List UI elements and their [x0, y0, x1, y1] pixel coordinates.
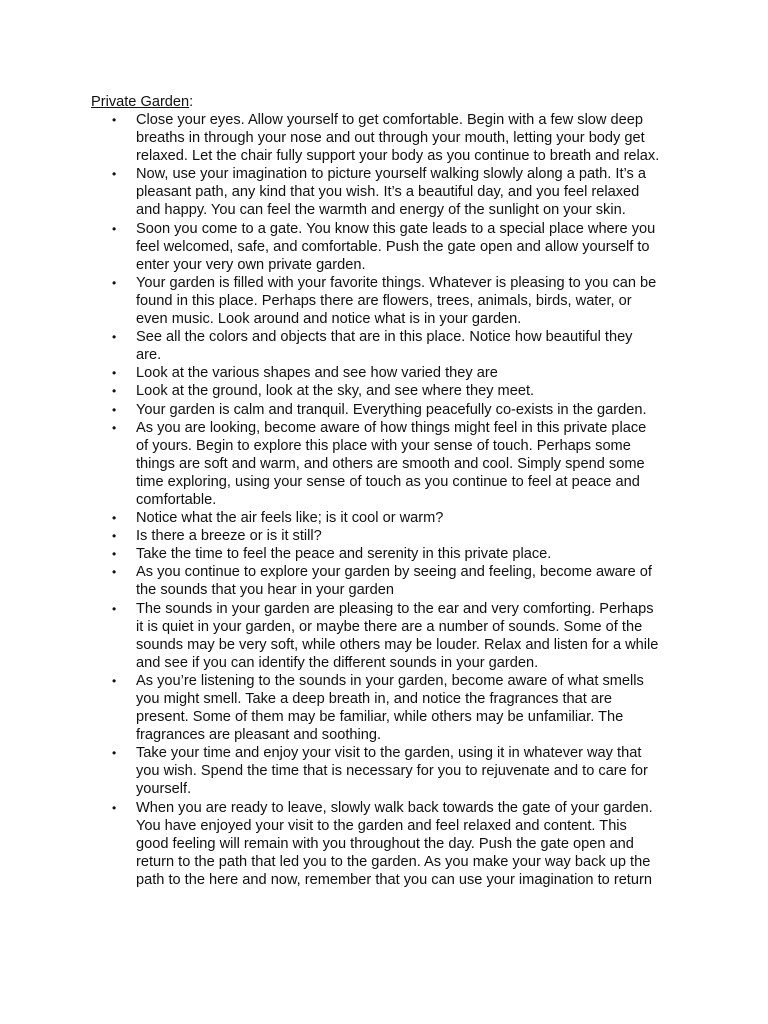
list-item	[0, 364, 768, 382]
list-item	[0, 799, 768, 889]
text-line: Close your eyes. Allow yourself to get comfortable. Begin with a few slow deep	[136, 112, 643, 128]
bullet-icon: •	[112, 673, 117, 688]
text-line: feel welcomed, safe, and comfortable. Push the gate open and allow yourself to	[136, 238, 650, 255]
text-line: yourself.	[136, 781, 192, 798]
bullet-icon: •	[112, 511, 117, 526]
text-line: things are soft and warm, and others are smooth and cool. Simply spend some	[136, 455, 645, 472]
list-item	[0, 419, 768, 509]
bullet-icon: •	[112, 113, 117, 127]
bullet-icon: •	[112, 330, 117, 345]
text-line: breaths in through your nose and out through your mouth, letting your body get	[136, 130, 645, 147]
text-line: As you’re listening to the sounds in your garden, become aware of what smells	[136, 672, 644, 689]
text-line: Take the time to feel the peace and serenity in this private place.	[136, 546, 552, 563]
list-item	[0, 744, 768, 798]
document-heading	[91, 93, 193, 111]
text-line: time exploring, using your sense of touch as you continue to feel at peace and	[136, 473, 640, 490]
text-line: and see if you can identify the different sounds in your garden.	[136, 654, 539, 671]
text-line: As you continue to explore your garden by seeing and feeling, become aware of	[136, 564, 652, 581]
list-item-text	[136, 563, 676, 599]
bullet-list	[0, 111, 768, 889]
list-item-text	[136, 527, 676, 545]
list-item-text	[136, 165, 676, 219]
text-line: Look at the various shapes and see how varied they are	[136, 365, 498, 382]
bullet-icon: •	[112, 167, 117, 182]
bullet-icon: •	[112, 221, 117, 236]
list-item-text	[136, 364, 676, 382]
list-item	[0, 509, 768, 527]
list-item-text	[136, 744, 676, 798]
list-item-text	[136, 401, 676, 419]
text-line: comfortable.	[136, 491, 217, 508]
text-line: Now, use your imagination to picture yourself walking slowly along a path. It’s a	[136, 166, 646, 183]
title-colon: :	[189, 94, 194, 110]
text-line: of yours. Begin to explore this place with your sense of touch. Perhaps some	[136, 437, 631, 454]
text-line: See all the colors and objects that are in this place. Notice how beautiful they	[136, 329, 633, 346]
list-item	[0, 274, 768, 328]
list-item	[0, 600, 768, 672]
list-item-text	[136, 600, 676, 672]
text-line: As you are looking, become aware of how things might feel in this private place	[136, 419, 647, 436]
bullet-icon: •	[112, 547, 117, 562]
list-item-text	[136, 220, 676, 274]
text-line: Your garden is calm and tranquil. Everything peacefully co-exists in the garden.	[136, 401, 647, 418]
bullet-icon: •	[112, 402, 117, 417]
list-item	[0, 220, 768, 274]
bullet-icon: •	[112, 275, 117, 290]
bullet-icon: •	[112, 529, 117, 544]
text-line: and happy. You can feel the warmth and energy of the sunlight on your skin.	[136, 202, 626, 219]
text-line: return to the path that led you to the garden. As you make your way back up the	[136, 853, 651, 870]
text-line: Your garden is filled with your favorite things. Whatever is pleasing to you can be	[136, 274, 657, 291]
bullet-icon: •	[112, 601, 117, 616]
list-item	[0, 527, 768, 545]
list-item-text	[136, 328, 676, 364]
text-line: You have enjoyed your visit to the garden and feel relaxed and content. This	[136, 817, 627, 834]
list-item	[0, 545, 768, 563]
text-line: it is quiet in your garden, or maybe there are a number of sounds. Some of the	[136, 618, 643, 635]
bullet-icon: •	[112, 800, 117, 815]
text-line: Take your time and enjoy your visit to the garden, using it in whatever way that	[136, 745, 642, 762]
list-item	[0, 382, 768, 400]
text-line: relaxed. Let the chair fully support your body as you continue to breath and relax.	[136, 148, 660, 165]
bullet-icon: •	[112, 366, 117, 381]
list-item	[0, 328, 768, 364]
text-line: path to the here and now, remember that you can use your imagination to return	[136, 871, 652, 888]
list-item-text	[136, 799, 676, 889]
bullet-icon: •	[112, 384, 117, 399]
bullet-icon: •	[112, 565, 117, 580]
text-line: the sounds that you hear in your garden	[136, 582, 394, 599]
list-item	[0, 401, 768, 419]
text-line: The sounds in your garden are pleasing to the ear and very comforting. Perhaps	[136, 600, 654, 617]
text-line: Is there a breeze or is it still?	[136, 528, 322, 545]
text-line: enter your very own private garden.	[136, 256, 366, 273]
text-line: pleasant path, any kind that you wish. It’s a beautiful day, and you feel relaxed	[136, 184, 640, 201]
list-item-text	[136, 672, 676, 744]
text-line: Notice what the air feels like; is it cool or warm?	[136, 510, 444, 527]
list-item	[0, 672, 768, 744]
list-item-text	[136, 111, 676, 165]
text-line: are.	[136, 347, 162, 364]
list-item-text	[136, 274, 676, 328]
text-line: Look at the ground, look at the sky, and see where they meet.	[136, 383, 535, 400]
bullet-icon: •	[112, 420, 117, 435]
list-item	[0, 111, 768, 165]
text-line: When you are ready to leave, slowly walk back towards the gate of your garden.	[136, 799, 653, 816]
document-title: Private Garden	[91, 94, 190, 110]
text-line: you might smell. Take a deep breath in, and notice the fragrances that are	[136, 691, 612, 707]
list-item	[0, 165, 768, 219]
list-item	[0, 563, 768, 599]
text-line: even music. Look around and notice what is in your garden.	[136, 311, 522, 328]
text-line: found in this place. Perhaps there are flowers, trees, animals, birds, water, or	[136, 292, 632, 309]
list-item-text	[136, 419, 676, 509]
list-item-text	[136, 382, 676, 400]
text-line: you wish. Spend the time that is necessary for you to rejuvenate and to care for	[136, 763, 648, 780]
text-line: Soon you come to a gate. You know this gate leads to a special place where you	[136, 220, 656, 237]
text-line: sounds may be very soft, while others may be louder. Relax and listen for a while	[136, 636, 659, 653]
text-line: good feeling will remain with you throughout the day. Push the gate open and	[136, 835, 634, 852]
text-line: present. Some of them may be familiar, while others may be unfamiliar. The	[136, 709, 624, 726]
bullet-icon: •	[112, 746, 117, 761]
list-item-text	[136, 545, 676, 563]
text-line: fragrances are pleasant and soothing.	[136, 727, 382, 744]
list-item-text	[136, 509, 676, 527]
